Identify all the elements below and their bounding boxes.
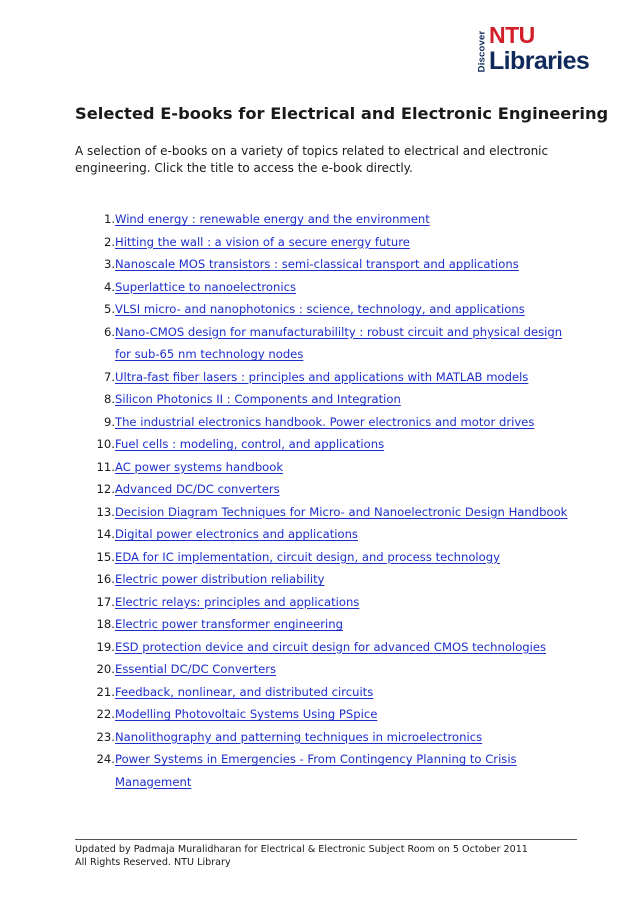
ebook-title-link[interactable]: Electric power distribution reliability — [115, 572, 325, 586]
list-item-number: 7. — [103, 369, 115, 384]
list-item — [82, 703, 572, 726]
ntu-libraries-logo — [476, 22, 590, 77]
list-item — [82, 456, 572, 479]
ebook-title-link[interactable]: Nanoscale MOS transistors : semi-classical transport and applications — [115, 257, 519, 271]
list-item-number: 8. — [103, 392, 115, 406]
logo-discover-text: Discover — [476, 30, 488, 72]
list-item — [82, 411, 572, 434]
list-item — [82, 366, 572, 389]
ebook-title-link[interactable]: Nano-CMOS design for manufacturabililty : robust circuit and physical design for sub-65 nm technology nodes — [115, 324, 563, 361]
logo-ntu-text: NTU — [489, 22, 535, 48]
ebook-title-link[interactable]: The industrial electronics handbook. Power electronics and motor drives — [115, 414, 535, 429]
list-item — [82, 231, 572, 254]
list-item-number: 12. — [96, 482, 115, 496]
list-item-number: 23. — [96, 729, 115, 744]
ebook-title-link[interactable]: Silicon Photonics II : Components and Integration — [115, 392, 401, 406]
list-item — [82, 208, 572, 231]
ebook-title-link[interactable]: Essential DC/DC Converters — [115, 662, 277, 676]
list-item-number: 6. — [103, 324, 115, 339]
list-item-number: 4. — [103, 279, 115, 294]
list-item — [82, 321, 572, 366]
list-item-number: 5. — [103, 302, 115, 316]
footer — [75, 843, 595, 869]
ebook-title-link[interactable]: AC power systems handbook — [115, 459, 284, 474]
list-item-number: 20. — [96, 662, 115, 676]
ebook-title-link[interactable]: ESD protection device and circuit design for advanced CMOS technologies — [115, 639, 547, 654]
list-item — [82, 253, 572, 276]
list-item — [82, 613, 572, 636]
ebook-title-link[interactable]: Superlattice to nanoelectronics — [115, 279, 297, 294]
ebook-title-link[interactable]: Ultra-fast fiber lasers : principles and applications with MATLAB models — [115, 369, 529, 384]
ebook-title-link[interactable]: Modelling Photovoltaic Systems Using PSpice — [115, 707, 378, 721]
list-item — [82, 546, 572, 569]
list-item-number: 14. — [96, 527, 115, 541]
list-item — [82, 568, 572, 591]
list-item-number: 11. — [96, 459, 115, 474]
intro-paragraph: A selection of e-books on a variety of topics related to electrical and electronic engineering. Click the title to access the e-book directly. — [75, 144, 549, 175]
ebook-title-link[interactable]: VLSI micro- and nanophotonics : science, technology, and applications — [115, 302, 525, 316]
logo-libraries-text: Libraries — [489, 47, 590, 75]
footer-divider — [75, 839, 577, 840]
ebook-title-link[interactable]: Power Systems in Emergencies - From Contingency Planning to Crisis Management — [115, 752, 517, 789]
list-item-number: 3. — [103, 257, 115, 271]
page-title: Selected E-books for Electrical and Electronic Engineering — [75, 104, 609, 123]
ebook-title-link[interactable]: Electric power transformer engineering — [115, 617, 343, 631]
list-item-number: 16. — [96, 572, 115, 586]
list-item-number: 10. — [96, 437, 115, 451]
list-item-number: 15. — [96, 549, 115, 564]
list-item-number: 9. — [103, 414, 115, 429]
list-item — [82, 636, 572, 659]
list-item-number: 13. — [96, 504, 115, 519]
list-item — [82, 591, 572, 614]
ebook-title-link[interactable]: Hitting the wall : a vision of a secure energy future — [115, 234, 410, 249]
list-item-number: 22. — [96, 707, 115, 721]
ebook-title-link[interactable]: Digital power electronics and applications — [115, 527, 358, 541]
ebook-title-link[interactable]: Advanced DC/DC converters — [115, 482, 280, 496]
list-item — [82, 433, 572, 456]
ebook-list — [82, 208, 572, 793]
list-item-number: 24. — [96, 752, 115, 766]
footer-copyright: All Rights Reserved. NTU Library — [75, 857, 231, 868]
list-item-number: 18. — [96, 617, 115, 631]
ebook-title-link[interactable]: Nanolithography and patterning techniques in microelectronics — [115, 729, 483, 744]
list-item-number: 21. — [96, 684, 115, 699]
ebook-title-link[interactable]: EDA for IC implementation, circuit design, and process technology — [115, 549, 500, 564]
list-item-number: 2. — [103, 234, 115, 249]
ebook-title-link[interactable]: Fuel cells : modeling, control, and applications — [115, 437, 385, 451]
list-item-number: 1. — [103, 212, 115, 226]
list-item — [82, 658, 572, 681]
list-item — [82, 298, 572, 321]
ebook-title-link[interactable]: Decision Diagram Techniques for Micro- and Nanoelectronic Design Handbook — [115, 504, 568, 519]
footer-update-note: Updated by Padmaja Muralidharan for Electrical & Electronic Subject Room on 5 October 2011 — [75, 844, 528, 855]
list-item — [82, 726, 572, 749]
list-item-number: 17. — [96, 594, 115, 609]
list-item — [82, 478, 572, 501]
ebook-title-link[interactable]: Electric relays: principles and applications — [115, 594, 360, 609]
ebook-title-link[interactable]: Feedback, nonlinear, and distributed circuits — [115, 684, 374, 699]
list-item — [82, 748, 572, 793]
ebook-title-link[interactable]: Wind energy : renewable energy and the environment — [115, 212, 430, 226]
list-item — [82, 523, 572, 546]
list-item — [82, 501, 572, 524]
list-item-number: 19. — [96, 639, 115, 654]
list-item — [82, 681, 572, 704]
list-item — [82, 388, 572, 411]
list-item — [82, 276, 572, 299]
